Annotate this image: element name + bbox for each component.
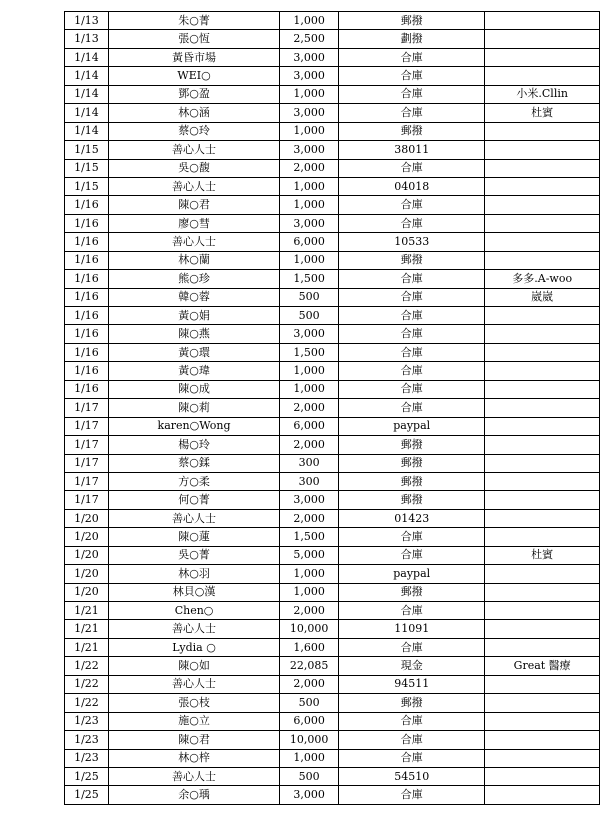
- date-cell: 1/17: [65, 472, 109, 490]
- amount-cell: 3,000: [280, 48, 339, 66]
- note-cell: [485, 362, 600, 380]
- date-cell: 1/17: [65, 491, 109, 509]
- note-cell: [485, 141, 600, 159]
- note-cell: [485, 620, 600, 638]
- table-row: [65, 694, 600, 712]
- note-cell: 杜賓: [485, 104, 600, 122]
- donor-cell: 善心人士: [108, 233, 279, 251]
- note-cell: [485, 325, 600, 343]
- note-cell: [485, 786, 600, 804]
- note-cell: [485, 749, 600, 767]
- date-cell: 1/16: [65, 325, 109, 343]
- date-cell: 1/16: [65, 251, 109, 269]
- method-cell: 11091: [339, 620, 485, 638]
- note-cell: [485, 565, 600, 583]
- date-cell: 1/14: [65, 67, 109, 85]
- date-cell: 1/16: [65, 343, 109, 361]
- donation-table-body: [65, 12, 600, 805]
- amount-cell: 10,000: [280, 620, 339, 638]
- method-cell: 合庫: [339, 214, 485, 232]
- date-cell: 1/15: [65, 159, 109, 177]
- note-cell: [485, 694, 600, 712]
- donor-cell: 林○蘭: [108, 251, 279, 269]
- date-cell: 1/17: [65, 436, 109, 454]
- donor-cell: 陳○莉: [108, 399, 279, 417]
- table-row: [65, 749, 600, 767]
- note-cell: [485, 30, 600, 48]
- note-cell: [485, 307, 600, 325]
- table-row: [65, 454, 600, 472]
- method-cell: 合庫: [339, 399, 485, 417]
- donor-cell: 張○枝: [108, 694, 279, 712]
- date-cell: 1/14: [65, 48, 109, 66]
- method-cell: 郵撥: [339, 454, 485, 472]
- table-row: [65, 48, 600, 66]
- date-cell: 1/23: [65, 731, 109, 749]
- date-cell: 1/21: [65, 638, 109, 656]
- table-row: [65, 675, 600, 693]
- method-cell: 合庫: [339, 288, 485, 306]
- date-cell: 1/21: [65, 602, 109, 620]
- note-cell: [485, 583, 600, 601]
- donor-cell: 林貝○漢: [108, 583, 279, 601]
- amount-cell: 6,000: [280, 712, 339, 730]
- table-row: [65, 638, 600, 656]
- note-cell: [485, 251, 600, 269]
- table-row: [65, 159, 600, 177]
- table-row: [65, 583, 600, 601]
- donor-cell: 何○菁: [108, 491, 279, 509]
- note-cell: [485, 528, 600, 546]
- table-row: [65, 67, 600, 85]
- date-cell: 1/20: [65, 546, 109, 564]
- date-cell: 1/13: [65, 30, 109, 48]
- date-cell: 1/22: [65, 694, 109, 712]
- amount-cell: 2,000: [280, 399, 339, 417]
- amount-cell: 3,000: [280, 104, 339, 122]
- note-cell: [485, 602, 600, 620]
- donor-cell: 張○恆: [108, 30, 279, 48]
- date-cell: 1/16: [65, 196, 109, 214]
- method-cell: 郵撥: [339, 122, 485, 140]
- method-cell: 合庫: [339, 67, 485, 85]
- amount-cell: 3,000: [280, 141, 339, 159]
- note-cell: [485, 67, 600, 85]
- donor-cell: WEI○: [108, 67, 279, 85]
- date-cell: 1/21: [65, 620, 109, 638]
- note-cell: [485, 343, 600, 361]
- method-cell: 合庫: [339, 749, 485, 767]
- table-row: [65, 546, 600, 564]
- note-cell: [485, 638, 600, 656]
- table-row: [65, 436, 600, 454]
- note-cell: [485, 380, 600, 398]
- donor-cell: Chen○: [108, 602, 279, 620]
- donor-cell: 施○立: [108, 712, 279, 730]
- donor-cell: 韓○蓉: [108, 288, 279, 306]
- donor-cell: 余○瑀: [108, 786, 279, 804]
- amount-cell: 500: [280, 694, 339, 712]
- method-cell: 合庫: [339, 85, 485, 103]
- method-cell: 合庫: [339, 786, 485, 804]
- donor-cell: 陳○成: [108, 380, 279, 398]
- method-cell: 郵撥: [339, 472, 485, 490]
- donor-cell: 善心人士: [108, 509, 279, 527]
- donor-cell: 善心人士: [108, 767, 279, 785]
- amount-cell: 6,000: [280, 233, 339, 251]
- note-cell: [485, 159, 600, 177]
- table-row: [65, 196, 600, 214]
- date-cell: 1/25: [65, 786, 109, 804]
- donor-cell: 善心人士: [108, 141, 279, 159]
- table-row: [65, 251, 600, 269]
- note-cell: 多多.A-woo: [485, 270, 600, 288]
- donor-cell: 方○柔: [108, 472, 279, 490]
- amount-cell: 2,000: [280, 675, 339, 693]
- note-cell: [485, 48, 600, 66]
- table-row: [65, 30, 600, 48]
- donor-cell: 吳○馥: [108, 159, 279, 177]
- date-cell: 1/16: [65, 380, 109, 398]
- date-cell: 1/20: [65, 528, 109, 546]
- table-row: [65, 731, 600, 749]
- note-cell: [485, 196, 600, 214]
- date-cell: 1/20: [65, 583, 109, 601]
- table-row: [65, 712, 600, 730]
- method-cell: 合庫: [339, 270, 485, 288]
- note-cell: [485, 675, 600, 693]
- date-cell: 1/16: [65, 214, 109, 232]
- donor-cell: 善心人士: [108, 620, 279, 638]
- amount-cell: 1,000: [280, 12, 339, 30]
- date-cell: 1/16: [65, 270, 109, 288]
- date-cell: 1/20: [65, 565, 109, 583]
- method-cell: 合庫: [339, 104, 485, 122]
- table-row: [65, 528, 600, 546]
- table-row: [65, 417, 600, 435]
- note-cell: 崴崴: [485, 288, 600, 306]
- amount-cell: 1,000: [280, 251, 339, 269]
- amount-cell: 500: [280, 288, 339, 306]
- amount-cell: 1,500: [280, 270, 339, 288]
- note-cell: [485, 454, 600, 472]
- amount-cell: 1,000: [280, 362, 339, 380]
- donor-cell: 林○梓: [108, 749, 279, 767]
- table-row: [65, 233, 600, 251]
- method-cell: paypal: [339, 417, 485, 435]
- method-cell: 合庫: [339, 380, 485, 398]
- note-cell: [485, 436, 600, 454]
- donor-cell: 蔡○鍒: [108, 454, 279, 472]
- date-cell: 1/20: [65, 509, 109, 527]
- method-cell: 合庫: [339, 159, 485, 177]
- donor-cell: 朱○菁: [108, 12, 279, 30]
- note-cell: [485, 417, 600, 435]
- table-row: [65, 657, 600, 675]
- table-row: [65, 307, 600, 325]
- donor-cell: 楊○玲: [108, 436, 279, 454]
- amount-cell: 300: [280, 472, 339, 490]
- table-row: [65, 491, 600, 509]
- method-cell: 合庫: [339, 325, 485, 343]
- method-cell: 04018: [339, 177, 485, 195]
- date-cell: 1/14: [65, 104, 109, 122]
- amount-cell: 3,000: [280, 491, 339, 509]
- amount-cell: 1,000: [280, 196, 339, 214]
- date-cell: 1/15: [65, 141, 109, 159]
- note-cell: [485, 233, 600, 251]
- date-cell: 1/16: [65, 362, 109, 380]
- table-row: [65, 380, 600, 398]
- method-cell: 郵撥: [339, 251, 485, 269]
- date-cell: 1/25: [65, 767, 109, 785]
- note-cell: [485, 214, 600, 232]
- table-row: [65, 472, 600, 490]
- method-cell: 郵撥: [339, 583, 485, 601]
- method-cell: 現金: [339, 657, 485, 675]
- amount-cell: 1,500: [280, 528, 339, 546]
- amount-cell: 2,500: [280, 30, 339, 48]
- table-row: [65, 104, 600, 122]
- table-row: [65, 565, 600, 583]
- method-cell: 合庫: [339, 712, 485, 730]
- date-cell: 1/16: [65, 233, 109, 251]
- table-row: [65, 325, 600, 343]
- table-row: [65, 177, 600, 195]
- donor-cell: 黃○娟: [108, 307, 279, 325]
- donor-cell: 蔡○玲: [108, 122, 279, 140]
- method-cell: paypal: [339, 565, 485, 583]
- date-cell: 1/17: [65, 417, 109, 435]
- amount-cell: 1,600: [280, 638, 339, 656]
- note-cell: [485, 712, 600, 730]
- note-cell: 杜賓: [485, 546, 600, 564]
- donor-cell: 鄧○盈: [108, 85, 279, 103]
- amount-cell: 1,000: [280, 122, 339, 140]
- note-cell: [485, 472, 600, 490]
- date-cell: 1/17: [65, 399, 109, 417]
- method-cell: 合庫: [339, 343, 485, 361]
- amount-cell: 5,000: [280, 546, 339, 564]
- date-cell: 1/23: [65, 712, 109, 730]
- method-cell: 合庫: [339, 307, 485, 325]
- amount-cell: 500: [280, 767, 339, 785]
- date-cell: 1/16: [65, 307, 109, 325]
- date-cell: 1/14: [65, 85, 109, 103]
- donor-cell: 陳○燕: [108, 325, 279, 343]
- note-cell: [485, 731, 600, 749]
- donor-cell: 陳○君: [108, 196, 279, 214]
- donor-cell: 陳○君: [108, 731, 279, 749]
- donor-cell: karen○Wong: [108, 417, 279, 435]
- amount-cell: 1,000: [280, 85, 339, 103]
- table-row: [65, 122, 600, 140]
- donation-table: [64, 11, 600, 805]
- table-row: [65, 270, 600, 288]
- note-cell: [485, 491, 600, 509]
- date-cell: 1/13: [65, 12, 109, 30]
- amount-cell: 3,000: [280, 214, 339, 232]
- amount-cell: 3,000: [280, 325, 339, 343]
- method-cell: 10533: [339, 233, 485, 251]
- amount-cell: 1,000: [280, 583, 339, 601]
- table-row: [65, 509, 600, 527]
- donor-cell: 吳○菁: [108, 546, 279, 564]
- method-cell: 郵撥: [339, 694, 485, 712]
- donor-cell: 黃昏市場: [108, 48, 279, 66]
- donor-cell: Lydia ○: [108, 638, 279, 656]
- note-cell: [485, 12, 600, 30]
- amount-cell: 300: [280, 454, 339, 472]
- note-cell: Great 醫療: [485, 657, 600, 675]
- note-cell: 小米.Cllin: [485, 85, 600, 103]
- amount-cell: 2,000: [280, 436, 339, 454]
- method-cell: 合庫: [339, 196, 485, 214]
- amount-cell: 1,000: [280, 177, 339, 195]
- method-cell: 郵撥: [339, 12, 485, 30]
- method-cell: 合庫: [339, 48, 485, 66]
- donor-cell: 善心人士: [108, 177, 279, 195]
- note-cell: [485, 177, 600, 195]
- note-cell: [485, 767, 600, 785]
- amount-cell: 22,085: [280, 657, 339, 675]
- method-cell: 合庫: [339, 546, 485, 564]
- donor-cell: 廖○彗: [108, 214, 279, 232]
- method-cell: 合庫: [339, 602, 485, 620]
- amount-cell: 500: [280, 307, 339, 325]
- date-cell: 1/14: [65, 122, 109, 140]
- amount-cell: 2,000: [280, 602, 339, 620]
- table-row: [65, 602, 600, 620]
- note-cell: [485, 399, 600, 417]
- date-cell: 1/16: [65, 288, 109, 306]
- date-cell: 1/17: [65, 454, 109, 472]
- donor-cell: 黃○瑋: [108, 362, 279, 380]
- method-cell: 合庫: [339, 362, 485, 380]
- table-row: [65, 767, 600, 785]
- method-cell: 郵撥: [339, 491, 485, 509]
- donor-cell: 林○涵: [108, 104, 279, 122]
- method-cell: 54510: [339, 767, 485, 785]
- date-cell: 1/22: [65, 675, 109, 693]
- amount-cell: 2,000: [280, 509, 339, 527]
- table-row: [65, 85, 600, 103]
- note-cell: [485, 122, 600, 140]
- table-row: [65, 288, 600, 306]
- table-row: [65, 620, 600, 638]
- method-cell: 合庫: [339, 638, 485, 656]
- table-row: [65, 786, 600, 804]
- amount-cell: 10,000: [280, 731, 339, 749]
- donor-cell: 林○羽: [108, 565, 279, 583]
- donor-cell: 善心人士: [108, 675, 279, 693]
- donor-cell: 熊○珍: [108, 270, 279, 288]
- amount-cell: 6,000: [280, 417, 339, 435]
- table-row: [65, 399, 600, 417]
- donor-cell: 陳○蓮: [108, 528, 279, 546]
- date-cell: 1/23: [65, 749, 109, 767]
- table-row: [65, 12, 600, 30]
- table-row: [65, 141, 600, 159]
- amount-cell: 3,000: [280, 786, 339, 804]
- amount-cell: 3,000: [280, 67, 339, 85]
- amount-cell: 1,000: [280, 380, 339, 398]
- donor-cell: 黃○環: [108, 343, 279, 361]
- method-cell: 01423: [339, 509, 485, 527]
- date-cell: 1/15: [65, 177, 109, 195]
- table-row: [65, 362, 600, 380]
- method-cell: 郵撥: [339, 436, 485, 454]
- method-cell: 94511: [339, 675, 485, 693]
- date-cell: 1/22: [65, 657, 109, 675]
- method-cell: 38011: [339, 141, 485, 159]
- amount-cell: 1,000: [280, 565, 339, 583]
- amount-cell: 1,000: [280, 749, 339, 767]
- amount-cell: 2,000: [280, 159, 339, 177]
- table-row: [65, 343, 600, 361]
- donor-cell: 陳○如: [108, 657, 279, 675]
- method-cell: 劃撥: [339, 30, 485, 48]
- method-cell: 合庫: [339, 731, 485, 749]
- note-cell: [485, 509, 600, 527]
- amount-cell: 1,500: [280, 343, 339, 361]
- method-cell: 合庫: [339, 528, 485, 546]
- table-row: [65, 214, 600, 232]
